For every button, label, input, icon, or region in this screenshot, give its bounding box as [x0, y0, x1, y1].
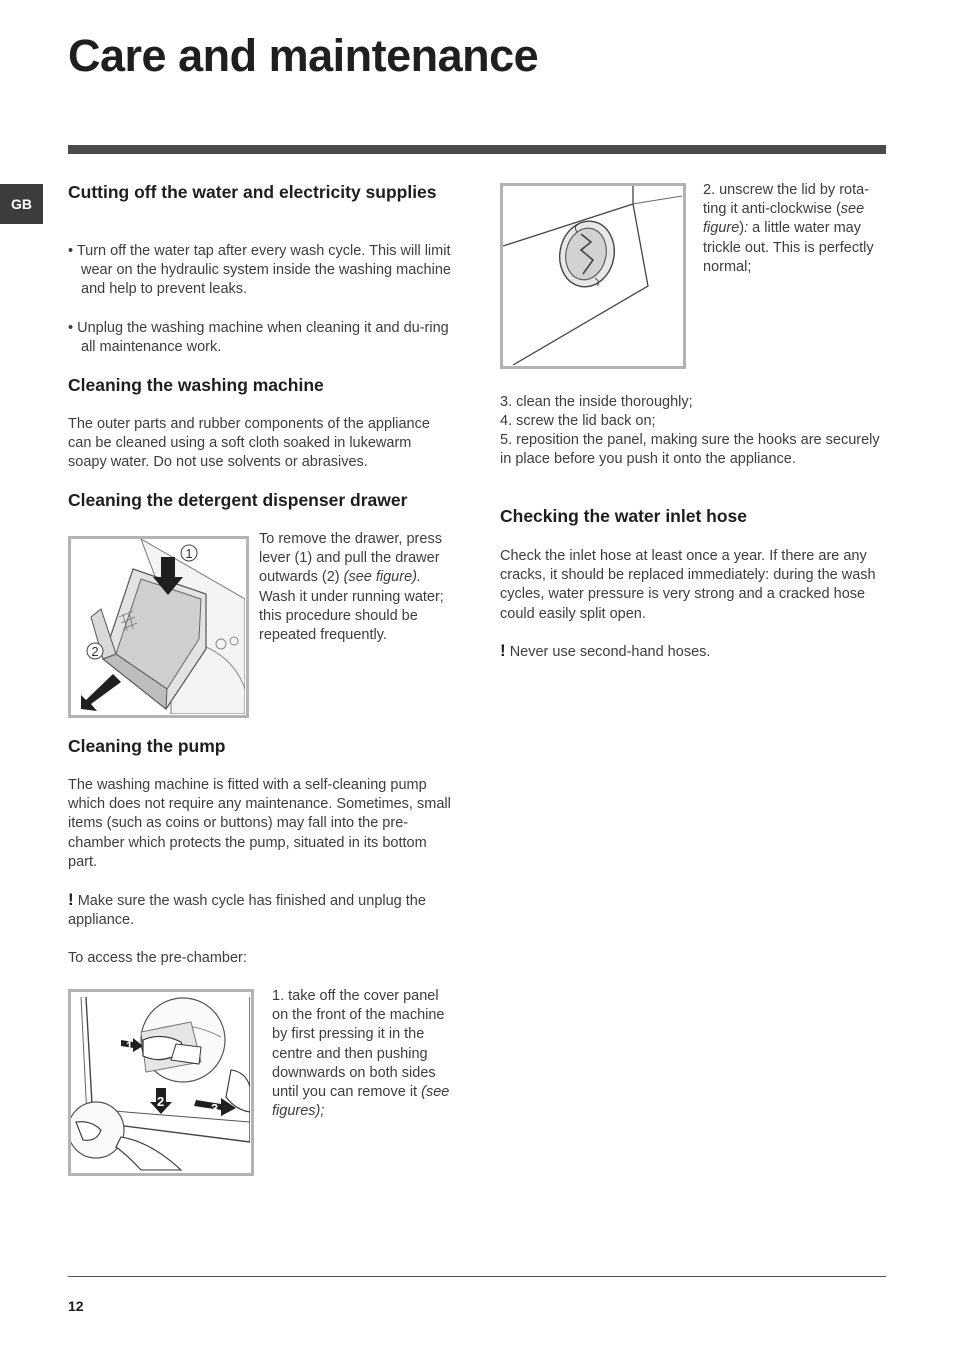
page-number: 12	[68, 1298, 84, 1314]
pump-warning-icon: !	[68, 890, 74, 909]
bullet-unplug: • Unplug the washing machine when cleaning it and du-ring all maintenance work.	[68, 320, 449, 356]
drawer-figure	[68, 536, 249, 718]
dispenser-text-a: To remove the drawer, press lever (1) and pull the drawer outwards (2)	[259, 531, 442, 586]
pump-warning-text: Make sure the wash cycle has finished and unplug the appliance.	[68, 893, 426, 929]
lid-step3: 3. clean the inside thoroughly;	[500, 394, 693, 410]
pump-step1	[272, 987, 457, 1121]
page-title: Care and maintenance	[68, 30, 539, 81]
pump-fig-label-3: 3	[211, 1101, 219, 1116]
cleaning-machine-text: The outer parts and rubber components of the appliance can be cleaned using a soft cloth soaked in lukewarm soapy water. Do not use solvents or abrasives.	[68, 416, 430, 471]
heading-dispenser-drawer: Cleaning the detergent dispenser drawer	[68, 490, 408, 510]
inlet-hose-text: Check the inlet hose at least once a year. If there are any cracks, it should be replaced immediately: during the wash cycles, water pressure is very strong and a cracked hose could easily split open.	[500, 548, 876, 622]
inlet-hose-warning-text: Never use second-hand hoses.	[505, 644, 711, 660]
lid-step5: 5. reposition the panel, making sure the hooks are securely in place before you push it onto the appliance.	[500, 432, 880, 468]
pump-figure	[68, 989, 254, 1176]
lid-step4: 4. screw the lid back on;	[500, 413, 656, 429]
detergent-drawer-illustration-icon	[71, 539, 245, 714]
footer-divider	[68, 1276, 886, 1277]
lid-step2-see-figure: see figure	[703, 201, 865, 237]
pump-fig-label-2: 2	[157, 1094, 165, 1109]
inlet-hose-warning-icon: !	[500, 641, 506, 660]
dispenser-text	[259, 530, 455, 645]
language-tab: GB	[0, 184, 43, 224]
pump-text: The washing machine is fitted with a self-cleaning pump which does not require any maintenance. Sometimes, small items (such as coins or buttons) may fall into the pre-chamber which protects the pump, situated in its bottom part.	[68, 777, 451, 870]
drawer-label-1: 1	[185, 546, 193, 561]
lid-step2-text-c: a little water may trickle out. This is perfectly normal;	[703, 220, 874, 275]
drawer-label-2: 2	[91, 644, 99, 659]
lid-figure	[500, 183, 686, 369]
heading-cleaning-pump: Cleaning the pump	[68, 736, 226, 756]
pump-lid-illustration-icon	[503, 186, 682, 365]
title-divider	[68, 145, 886, 154]
lid-step2-text-b: )	[739, 220, 745, 237]
cover-panel-removal-illustration-icon	[71, 992, 250, 1172]
heading-cleaning-machine: Cleaning the washing machine	[68, 375, 324, 395]
bullet-turn-off-tap: • Turn off the water tap after every wash cycle. This will limit wear on the hydraulic system inside the washing machine and help to prevent leaks.	[68, 243, 451, 298]
dispenser-text-b: Wash it under running water; this procedure should be repeated frequently.	[259, 588, 444, 644]
inlet-hose-warning	[500, 641, 890, 662]
lid-step2-colon: :	[744, 220, 749, 237]
heading-inlet-hose: Checking the water inlet hose	[500, 506, 747, 526]
heading-cut-off-supplies: Cutting off the water and electricity supplies	[68, 182, 437, 202]
dispenser-text-see-figure: (see figure).	[343, 569, 421, 586]
pump-warning	[68, 890, 453, 930]
lid-step2-text-a: 2. unscrew the lid by rota-ting it anti-clockwise (	[703, 182, 870, 218]
pump-step1-see-figures: (see figures);	[272, 1084, 450, 1120]
pump-fig-label-1: 1	[126, 1039, 133, 1053]
pump-step1-text: 1. take off the cover panel on the front of the machine by first pressing it in the centre and then pushing downwards on both sides until you can remove it	[272, 988, 445, 1101]
lid-step2	[703, 181, 883, 277]
pump-access-text: To access the pre-chamber:	[68, 950, 247, 966]
